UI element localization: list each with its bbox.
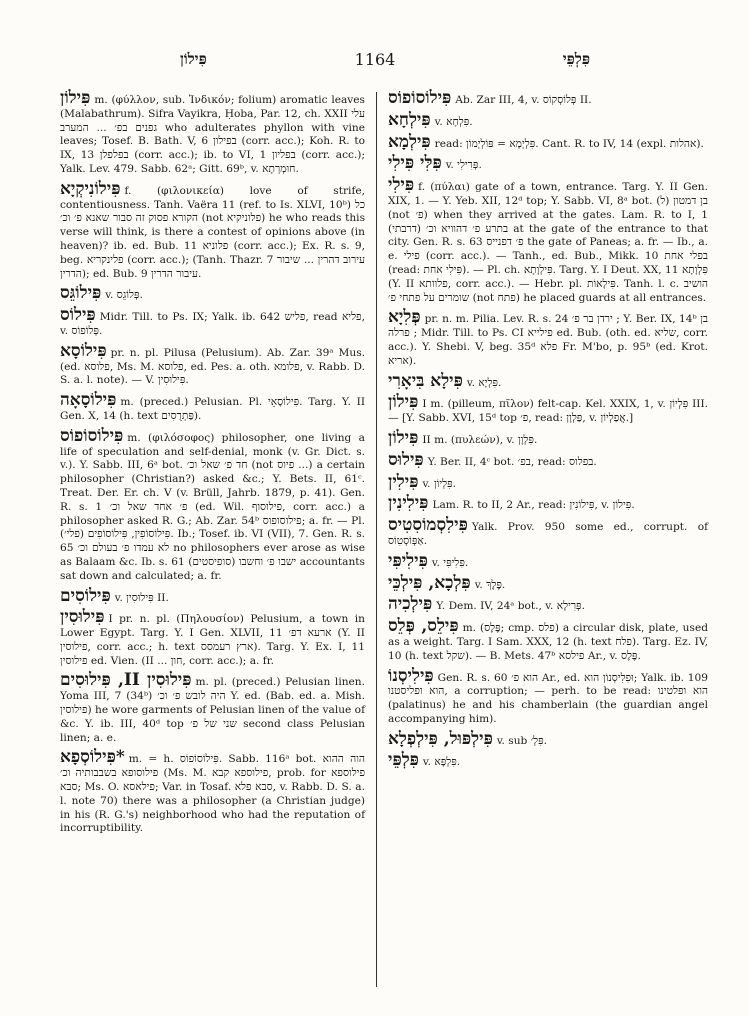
dictionary-entry bbox=[388, 616, 708, 663]
entry-headword: פִּילִין bbox=[388, 471, 419, 492]
left-column bbox=[60, 88, 366, 842]
entry-headword: פִּילָא בִּיאָרִי bbox=[388, 370, 463, 391]
dictionary-entry bbox=[60, 390, 366, 424]
dictionary-entry bbox=[60, 305, 365, 339]
entry-headword: פְּלִיָא bbox=[388, 307, 421, 328]
entry-headword: פִּילוֹס bbox=[60, 305, 96, 326]
entry-definition: I pr. n. pl. (Πηλουσίον) Pelusium, a town in Lower Egypt. Targ. Y. I Gen. XLVII, 11 ארעא דפ׳ (Y. II פילוסין, corr. acc.; h. text ארץ רעמסס). Targ. Y. Ex. I, 11 פילוסין ed. Vien. (II ... חון, corr. acc.); a. fr. bbox=[60, 613, 365, 667]
entry-definition: Y. Dem. IV, 24ᵃ bot., v. פְּרִילָא. bbox=[436, 600, 585, 613]
dictionary-entry bbox=[388, 550, 708, 571]
dictionary-entry bbox=[388, 493, 708, 514]
page-number: 1164 bbox=[354, 50, 396, 69]
dictionary-entry bbox=[388, 515, 708, 549]
entry-definition: m. pl. (preced.) Pelusian linen. Yoma III, 7 (34ᵇ) היה לובש פ׳ וכ׳ Y. ed. (Bab. ed. a. Mish. פילוסין) he wore garments of Pelusian linen of the value of &c. Y. ib. III, 40ᵈ top שני של פ׳ second class Pelusian linen; a. e. bbox=[60, 676, 365, 744]
entry-definition: Midr. Till. to Ps. IX; Yalk. ib. 642 פליש, read פליא, v. פְּלוֹפוֹס. bbox=[60, 311, 365, 337]
dictionary-entry bbox=[60, 425, 365, 584]
dictionary-entry bbox=[388, 594, 708, 615]
entry-headword: פִּלְפֵּי bbox=[388, 750, 419, 771]
dictionary-entry bbox=[388, 572, 708, 593]
entry-definition: v. פִּלְחָא. bbox=[434, 115, 473, 128]
dictionary-entry bbox=[388, 307, 708, 368]
entry-headword: פִּילִיפִּי bbox=[388, 550, 428, 571]
dictionary-entry bbox=[60, 585, 365, 606]
entry-headword: פִּילוֹסוֹפוֹס bbox=[60, 425, 124, 446]
entry-definition: Lam. R. to II, 2 Ar., read: פִּילוֹנִין, v. פִּילוֹן. bbox=[432, 499, 635, 512]
page-header bbox=[60, 50, 690, 72]
dictionary-entry bbox=[388, 175, 709, 305]
entry-headword: פִּילוֹנִיקְיָא bbox=[60, 178, 121, 199]
dictionary-entry bbox=[388, 109, 708, 130]
entry-headword: פִּילוֹסוֹפוֹס bbox=[388, 88, 452, 108]
dictionary-entry bbox=[388, 131, 708, 152]
dictionary-entry bbox=[388, 750, 708, 771]
entry-headword: פִּילוֹן bbox=[388, 427, 419, 448]
entry-headword: פִּילְחָא bbox=[388, 109, 431, 130]
entry-headword: פִּילוֹסָא bbox=[60, 340, 107, 361]
dictionary-entry bbox=[60, 88, 366, 177]
entry-definition: II m. (πυλεών), v. פִּלְוָן. bbox=[422, 433, 538, 446]
entry-definition: v. פִּלְפָּא. bbox=[422, 756, 461, 769]
entry-definition: I m. (pilleum, πῖλον) felt-cap. Kel. XXIX, 1, v. פִּלְיוֹן III. — [Y. Sabb. XVI, 15ᵈ top פ׳, read: פַּלְוָן, v. אֲפַלְיוֹן.] bbox=[388, 398, 708, 425]
entry-definition: m. (preced.) Pelusian. Pl. פִּילוֹסָאֵי. Targ. Y. II Gen. X, 14 (h. text פַּתְרֻסִים). bbox=[60, 396, 366, 422]
entry-headword: פִּילֵס, פְּלֵס bbox=[388, 616, 459, 637]
entry-headword: פִּילוּסִין II, פִּילוּסִים bbox=[60, 670, 192, 691]
column-divider bbox=[376, 92, 377, 987]
entry-definition: v. פִּלְיוֹן. bbox=[422, 477, 456, 490]
entry-definition: Yalk. Prov. 950 some ed., corrupt. of אַפְּוֹסְטִוֹס. bbox=[388, 521, 708, 547]
dictionary-entry bbox=[388, 392, 708, 426]
entry-definition: v. sub פִּלְ׳. bbox=[496, 734, 548, 747]
dictionary-entry bbox=[388, 88, 708, 108]
entry-headword: פִּילְכִיה bbox=[388, 594, 433, 615]
dictionary-entry bbox=[60, 607, 365, 668]
entry-definition: v. פֶּלֶךְ. bbox=[474, 578, 506, 591]
entry-headword: פִּילִסְמוֹסִטִיס bbox=[388, 515, 468, 536]
dictionary-entry bbox=[388, 449, 708, 470]
entry-headword: פִּלִּי פִּילִי bbox=[388, 153, 442, 174]
entry-headword: פִּילִיסְנוֹ bbox=[388, 665, 434, 686]
running-head-right: פִּלְפֵּי bbox=[562, 50, 590, 68]
entry-definition: pr. n. pl. Pilusa (Pelusium). Ab. Zar. 39ᵃ Mus. (ed. פלוסא, Ms. M. פלוסא, ed. Pes. a. oth. פלומא, v. Rabb. D. S. a. l. note). — V. פִּילוּסִין. bbox=[60, 346, 366, 387]
entry-headword: פִּילוֹגֵּס bbox=[60, 283, 102, 304]
entry-definition: v. פִּילוּסִין II. bbox=[114, 591, 169, 604]
entry-headword: פִּילִי bbox=[388, 175, 415, 196]
entry-definition: m. (פֶּלֶס; cmp. פלס) a circular disk, plate, used as a weight. Targ. I Sam. XXX, 12 (h. text פלח). Targ. Ez. IV, 10 (h. text שקל). — B. Mets. 47ᵇ פילסא Ar., v. פֶּלֶס. bbox=[388, 622, 708, 662]
entry-headword: פִּילוֹן bbox=[60, 88, 91, 108]
dictionary-entry bbox=[388, 728, 708, 749]
entry-definition: Y. Ber. II, 4ᶜ bot. בפ׳, read: בפלוס. bbox=[427, 455, 597, 468]
dictionary-entry bbox=[60, 283, 365, 304]
entry-definition: pr. n. m. Pilia. Lev. R. s. 24 ירדן בר פ׳ ; Y. Ber. IX, 14ᵇ בן פרלה ; Midr. Till. to Ps. CI פילייא ed. Bub. (oth. ed. שליא, corr. acc.). Y. Shebi. V, beg. 35ᵈ פלא Fr. M'bo, p. 95ᵇ (ed. Krot. אריא). bbox=[388, 313, 708, 367]
entry-definition: read: פִּלְיְמָא = פּוֹלְיְמוֹן. Cant. R. to IV, 14 (expl. אהלות). bbox=[434, 137, 704, 150]
entry-headword: פִּילוּס bbox=[388, 449, 424, 470]
dictionary-entry bbox=[388, 153, 708, 174]
entry-headword: פִּילוֹסִים bbox=[60, 585, 111, 606]
dictionary-entry bbox=[388, 427, 708, 448]
dictionary-entry bbox=[60, 747, 365, 836]
entry-definition: m. (φιλόσοφος) philosopher, one living a life of speculation and self-denial, monk (v. Gr. Dict. s. v.). Y. Sabb. III, 6ᵃ bot. חד פ׳ שאל וכ׳ (not פיוס ...) a certain philosopher (Christian?) asked &c.; Y. Bets. II, 61ᶜ. Treat. Der. Er. ch. V (v. Brüll, Jahrb. 1879, p. 41). Gen. R. s. 1 פ׳ אחד שאל וכ׳ (ed. Wil. פילוסוף, corr. acc.) a philosopher asked R. G.; Ab. Zar. 54ᵇ פילוסופוס; a. fr. — Pl. פִּילוֹסוֹפִין, פִּילוֹסוֹפִים (פלי׳). Ib.; Tosef. ib. VI (VII), 7. Gen. R. s. 65 לא עמדו פ׳ בעולם וכ׳ no philosophers ever arose as wise as Balaam &c. Ib. s. 61 ישבו פ׳ וחשבו (סופיסטים) accountants sat down and calculated; a. fr. bbox=[60, 431, 365, 582]
entry-definition: v. פְּרִילִי. bbox=[445, 159, 482, 172]
entry-definition: m. = h. פִּילוֹסוֹפוֹס. Sabb. 116ᵃ bot. הוה ההוא פילוסופא בשבבותיה וכ׳ (Ms. M. פילוספא קבא, prob. for פילוספא סבא; Ms. O. פילאסא; Var. in Tosaf. סבא פלא, v. Rabb. D. S. a. l. note 70) there was a philosopher (a Christian judge) in his (R. G.'s) neighborhood who had the reputation of incorruptibility. bbox=[60, 753, 365, 835]
entry-definition: Ab. Zar III, 4, v. פְּלוֹסְקוֹס II. bbox=[455, 94, 592, 106]
entry-definition: v. פְּלוֹגֵס. bbox=[105, 289, 143, 302]
dictionary-entry bbox=[60, 178, 366, 282]
running-head-left: פִּילוֹן bbox=[180, 50, 207, 68]
dictionary-entry bbox=[60, 670, 365, 745]
right-column bbox=[388, 88, 709, 776]
entry-headword: פִּילְפּוּל, פִּילְפְלָא bbox=[388, 728, 493, 749]
entry-headword: *פִּילוֹסְפָא bbox=[60, 747, 125, 768]
dictionary-entry bbox=[388, 665, 709, 727]
dictionary-entry bbox=[60, 340, 366, 388]
entry-headword: פִּלְכָא, פִּילְכֵּי bbox=[388, 572, 471, 593]
entry-definition: f. (φιλονικεία) love of strife, contentiousness. Tanh. Vaëra 11 (ref. to Is. XLVI, 10ᵇ) כל הקורא פסוק זה סבור שאנא פ׳ וכ׳ (not פלוניקיא) he who reads this verse will think, is there a contest of opinions above (in heaven)? ib. ed. Bub. 11 פלוניא (corr. acc.); Ex. R. s. 9, beg. פלינקריא (corr. acc.); (Tanh. Thazr. 7 עירוב דהרין ... שיבור הדרין); ed. Bub. 9 עיבור הדרין. bbox=[60, 184, 366, 280]
entry-definition: f. (πύλαι) gate of a town, entrance. Targ. Y. II Gen. XIX, 1. — Y. Yeb. XII, 12ᵈ top; Y. Sabb. VI, 8ᵃ bot. בן דמטון (ל) (not פ׳) when they arrived at the gates. Lam. R. to I, 1 (דרבתי) בתרע פ׳ דהוויא וכ׳ at the gate of the entrance to that city. Gen. R. s. 63 פ׳ דפנייס the gate of Paneas; a. fr. — Ib., a. e. פילי (corr. acc.). — Tanh., ed. Bub., Mikk. 10 בפלי אחת (read: פִּילִי אחת). — Pl. ch. פִּילְוָתָא. Targ. Y. I Deut. XX, 11 פִּלְוָתָא (Y. II פלוותא, corr. acc.). — Hebr. pl. פִּילָאוֹת. Tanh. l. c. הושיב שומרים על פתחי פ׳ (not פתח) he placed guards at all entrances. bbox=[388, 181, 709, 304]
entry-headword: פִּילוֹן bbox=[388, 392, 419, 413]
dictionary-entry bbox=[388, 370, 708, 391]
dictionary-entry bbox=[388, 471, 708, 492]
entry-definition: v. פִּלְיָא. bbox=[466, 376, 502, 389]
entry-definition: m. (φύλλον, sub. Ἰνδικόν; folium) aromatic leaves (Malabathrum). Sifra Vayikra, Ḥoba, Par. 12, ch. XXII עלי גפנים בפ׳ ... המערב who adulterates phyllon with vine leaves; Tosef. B. Bath. V, 6 בפילון (corr. acc.); Koh. R. to IX, 13 בפלפלן (corr. acc.); ib. to VI, 1 בפליון (corr. acc.); Yalk. Lev. 479. Sabb. 62ᵃ; Gitt. 69ᵇ, v. חוּמְרְתָא. bbox=[60, 94, 366, 175]
entry-headword: פִּילוּסִין bbox=[60, 607, 105, 628]
entry-headword: פִּילִינִין bbox=[388, 493, 429, 514]
entry-definition: v. פִּלִיפִּי. bbox=[431, 556, 469, 569]
entry-headword: פִּילְמָא bbox=[388, 131, 431, 152]
entry-headword: פִּילוֹסָאָה bbox=[60, 390, 117, 411]
entry-definition: Gen. R. s. 60 הוא פ׳ Ar., ed. וּפִלִיסְנוֹן הוא; Yalk. ib. 109 הוא ופליסטנו, a corruption; — perh. to be read: הוא ופלטינו (palatinus) he and his chamberlain (the guardian angel accompanying him). bbox=[388, 671, 709, 725]
